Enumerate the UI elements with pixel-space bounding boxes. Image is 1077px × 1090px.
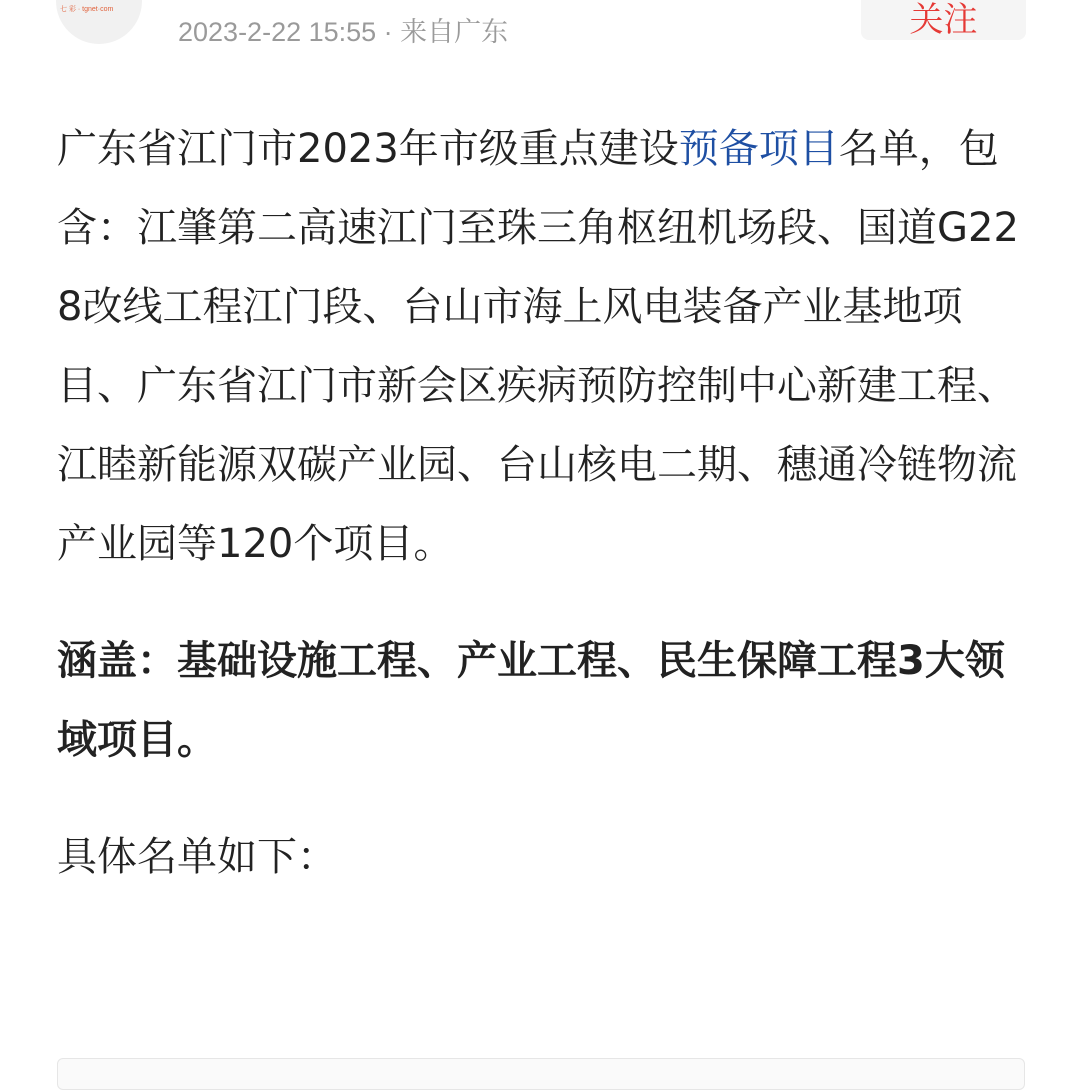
post-meta: 2023-2-22 15:55 · 来自广东	[178, 17, 509, 47]
intro-text-rest: 名单，包含：江肇第二高速江门至珠三角枢纽机场段、国道G228改线工程江门段、台山市海上风电装备产业基地项目、广东省江门市新会区疾病预防控制中心新建工程、江睦新能源双碳产业园、台山核电二期、穗通冷链物流产业园等120个项目。	[57, 126, 1019, 567]
project-list-card	[57, 1058, 1025, 1090]
article-paragraph-list-intro: 具体名单如下：	[57, 834, 337, 880]
article-paragraph-intro	[57, 110, 1027, 584]
follow-button-label: 关注	[909, 0, 978, 40]
avatar-logo: 七 彩 · tgnet·com	[60, 6, 114, 13]
post-header	[0, 0, 1077, 60]
article-body	[57, 110, 1037, 897]
intro-text-start: 广东省江门市2023年市级重点建设	[57, 126, 679, 172]
article-paragraph-coverage: 涵盖：基础设施工程、产业工程、民生保障工程3大领域项目。	[57, 638, 1005, 763]
avatar[interactable]	[56, 0, 142, 44]
follow-button[interactable]	[861, 0, 1026, 40]
reserve-projects-link[interactable]: 预备项目	[678, 126, 839, 172]
